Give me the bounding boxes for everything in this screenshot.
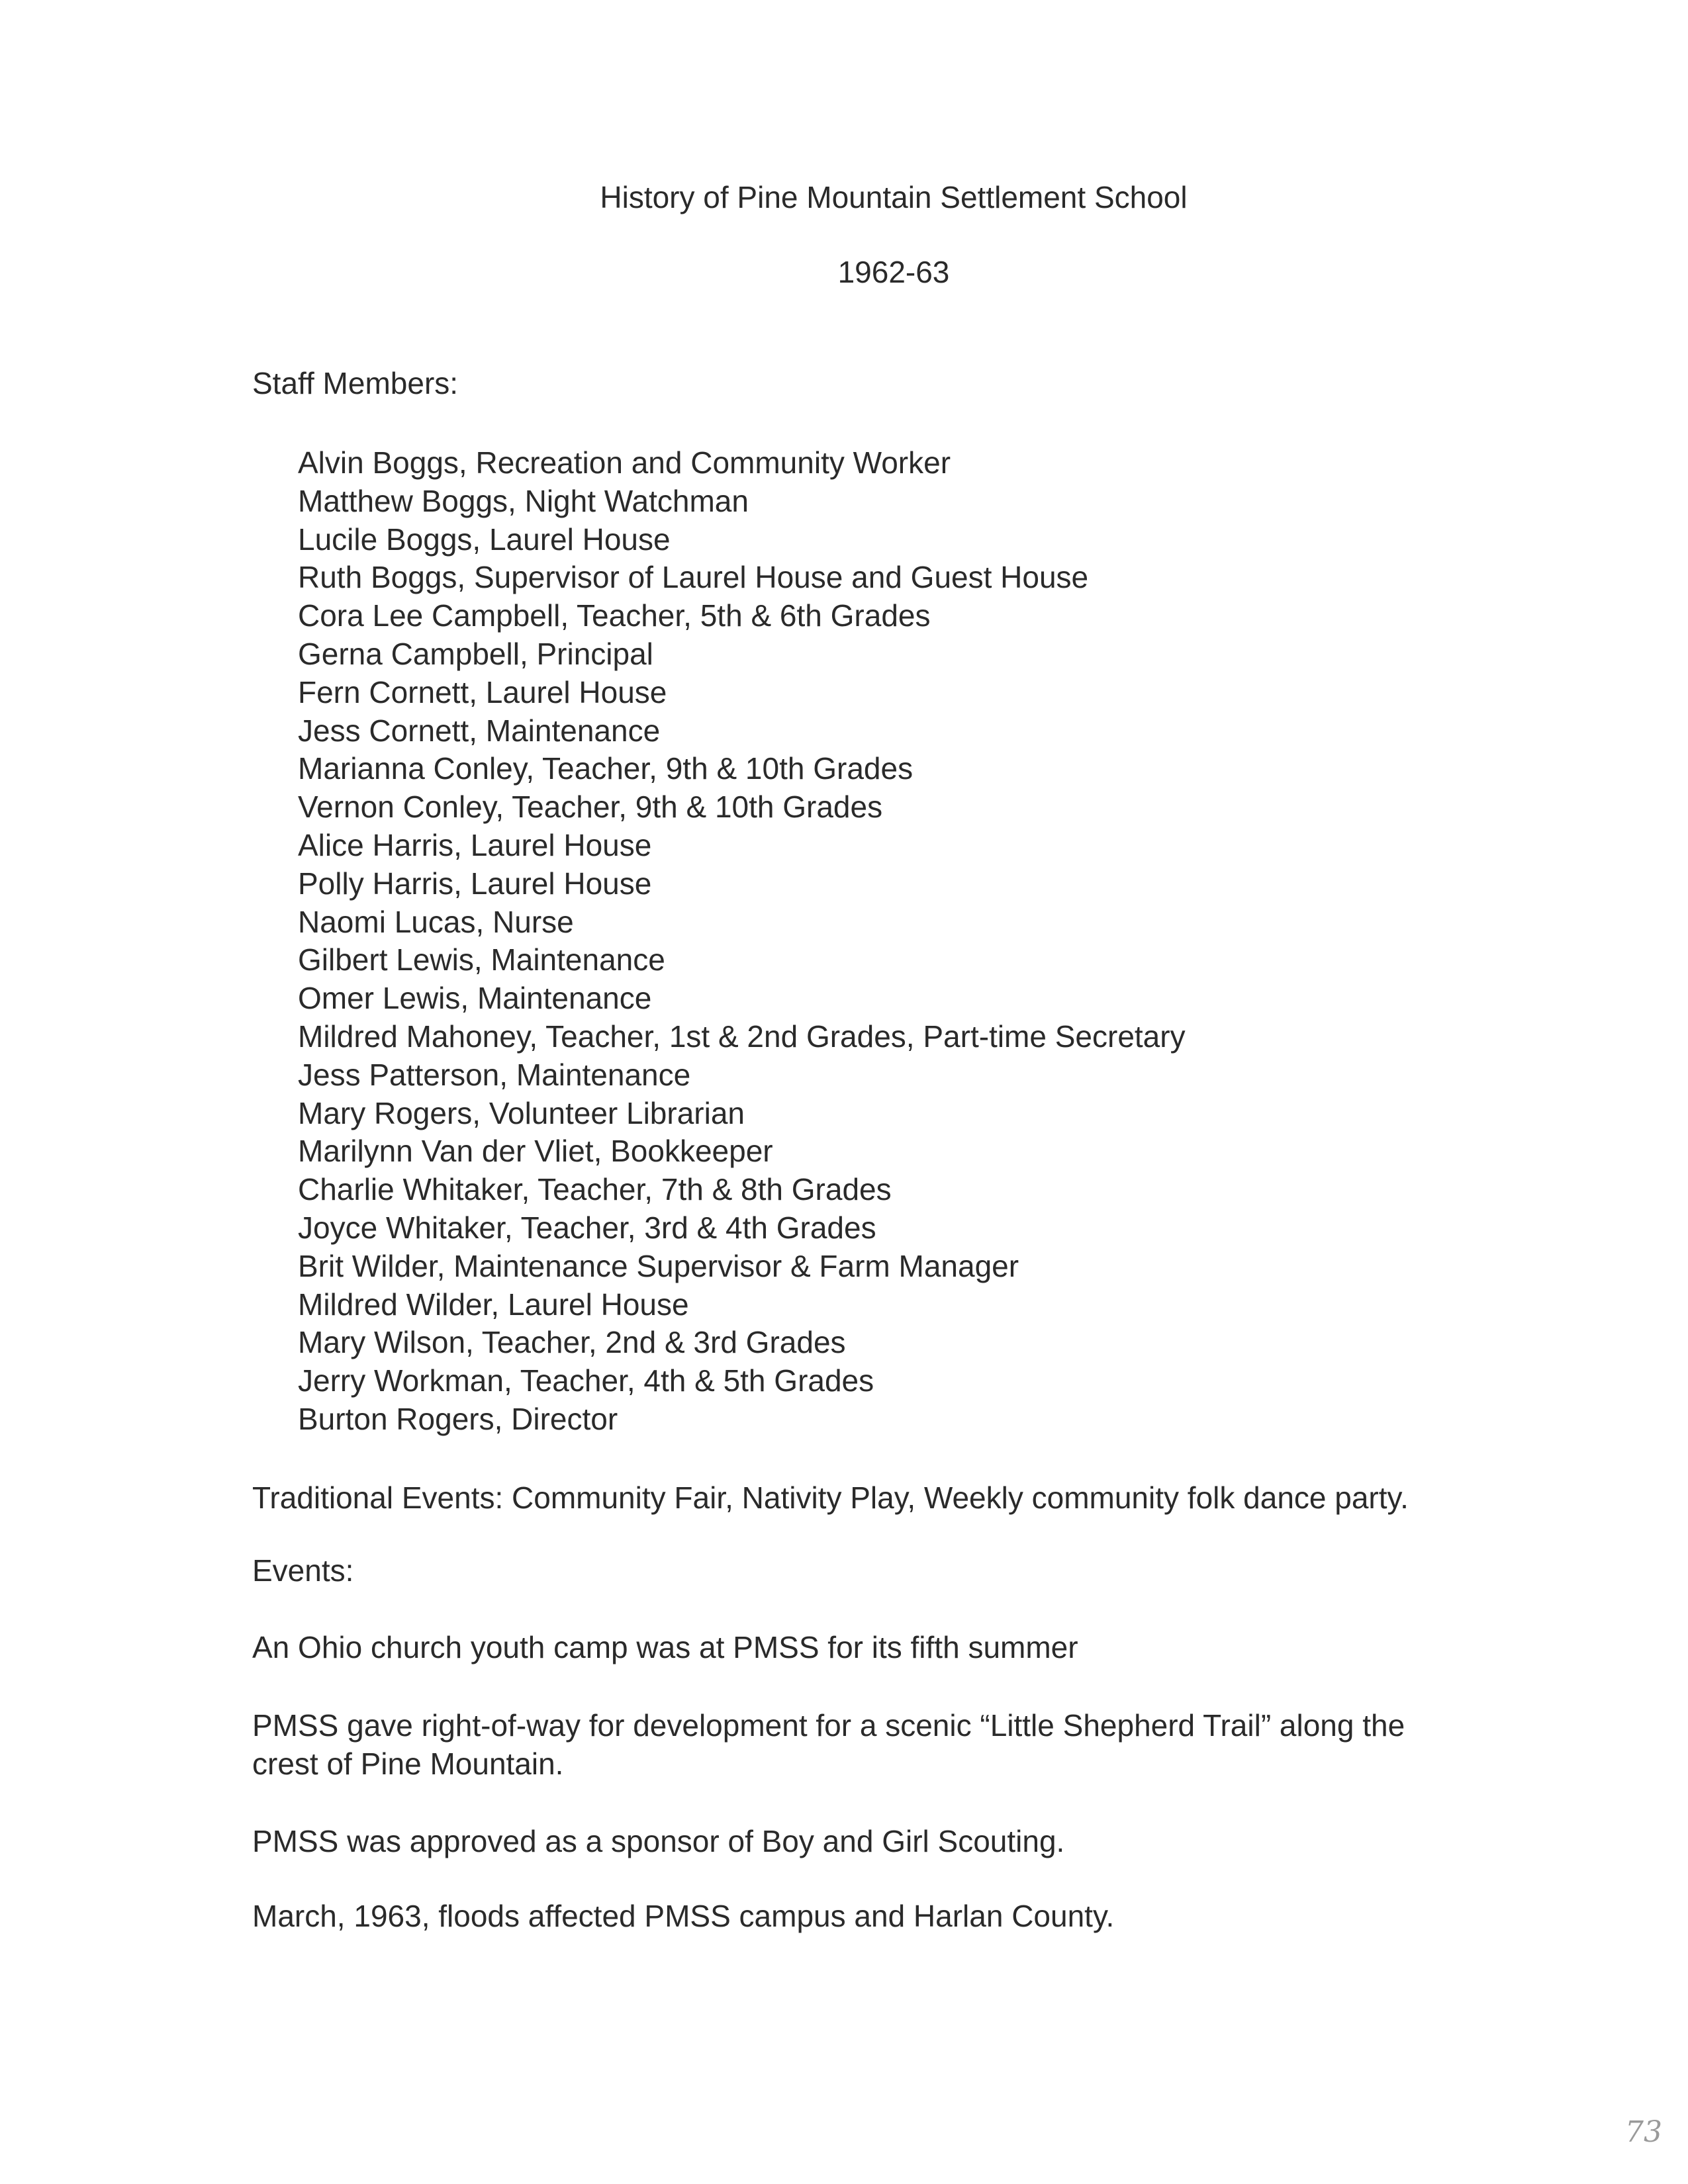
staff-member: Mary Wilson, Teacher, 2nd & 3rd Grades bbox=[298, 1325, 846, 1360]
staff-member: Omer Lewis, Maintenance bbox=[298, 981, 652, 1016]
staff-member: Mary Rogers, Volunteer Librarian bbox=[298, 1095, 745, 1130]
staff-member: Joyce Whitaker, Teacher, 3rd & 4th Grades bbox=[298, 1210, 876, 1245]
staff-member: Marilynn Van der Vliet, Bookkeeper bbox=[298, 1134, 773, 1169]
staff-member: Jerry Workman, Teacher, 4th & 5th Grades bbox=[298, 1363, 874, 1398]
staff-member: Gerna Campbell, Principal bbox=[298, 636, 653, 671]
staff-member: Polly Harris, Laurel House bbox=[298, 866, 652, 901]
staff-member: Marianna Conley, Teacher, 9th & 10th Grades bbox=[298, 751, 914, 786]
staff-member: Burton Rogers, Director bbox=[298, 1401, 618, 1436]
event-item: PMSS gave right-of-way for development for a scenic “Little Shepherd Trail” along the bbox=[252, 1708, 1405, 1743]
staff-member: Alice Harris, Laurel House bbox=[298, 827, 652, 862]
staff-member: Lucile Boggs, Laurel House bbox=[298, 522, 671, 557]
staff-member: Vernon Conley, Teacher, 9th & 10th Grades bbox=[298, 790, 883, 825]
page-title: History of Pine Mountain Settlement School bbox=[600, 180, 1188, 214]
handwritten-page-number: 73 bbox=[1625, 2115, 1662, 2149]
event-item: March, 1963, floods affected PMSS campus and Harlan County. bbox=[252, 1899, 1115, 1933]
year-heading: 1962-63 bbox=[837, 255, 950, 289]
staff-member: Alvin Boggs, Recreation and Community Worker bbox=[298, 445, 951, 480]
event-item: PMSS was approved as a sponsor of Boy and Girl Scouting. bbox=[252, 1824, 1065, 1858]
traditional-events: Traditional Events: Community Fair, Nativity Play, Weekly community folk dance party. bbox=[252, 1480, 1409, 1515]
staff-member: Gilbert Lewis, Maintenance bbox=[298, 942, 665, 978]
staff-member: Fern Cornett, Laurel House bbox=[298, 674, 667, 709]
staff-member: Brit Wilder, Maintenance Supervisor & Farm Manager bbox=[298, 1248, 1019, 1283]
staff-member: Jess Cornett, Maintenance bbox=[298, 713, 661, 748]
staff-member: Ruth Boggs, Supervisor of Laurel House and Guest House bbox=[298, 560, 1089, 595]
event-item: An Ohio church youth camp was at PMSS for its fifth summer bbox=[252, 1630, 1078, 1664]
staff-list bbox=[298, 447, 1186, 1442]
event-item-continued: crest of Pine Mountain. bbox=[252, 1747, 564, 1781]
staff-heading: Staff Members: bbox=[252, 366, 459, 400]
staff-member: Jess Patterson, Maintenance bbox=[298, 1057, 691, 1092]
staff-member: Mildred Mahoney, Teacher, 1st & 2nd Grades, Part-time Secretary bbox=[298, 1019, 1186, 1054]
staff-member: Charlie Whitaker, Teacher, 7th & 8th Grades bbox=[298, 1172, 892, 1207]
events-heading: Events: bbox=[252, 1553, 354, 1588]
staff-member: Naomi Lucas, Nurse bbox=[298, 904, 574, 939]
staff-member: Cora Lee Campbell, Teacher, 5th & 6th Grades bbox=[298, 598, 931, 633]
staff-member: Matthew Boggs, Night Watchman bbox=[298, 483, 749, 518]
staff-member: Mildred Wilder, Laurel House bbox=[298, 1287, 689, 1322]
